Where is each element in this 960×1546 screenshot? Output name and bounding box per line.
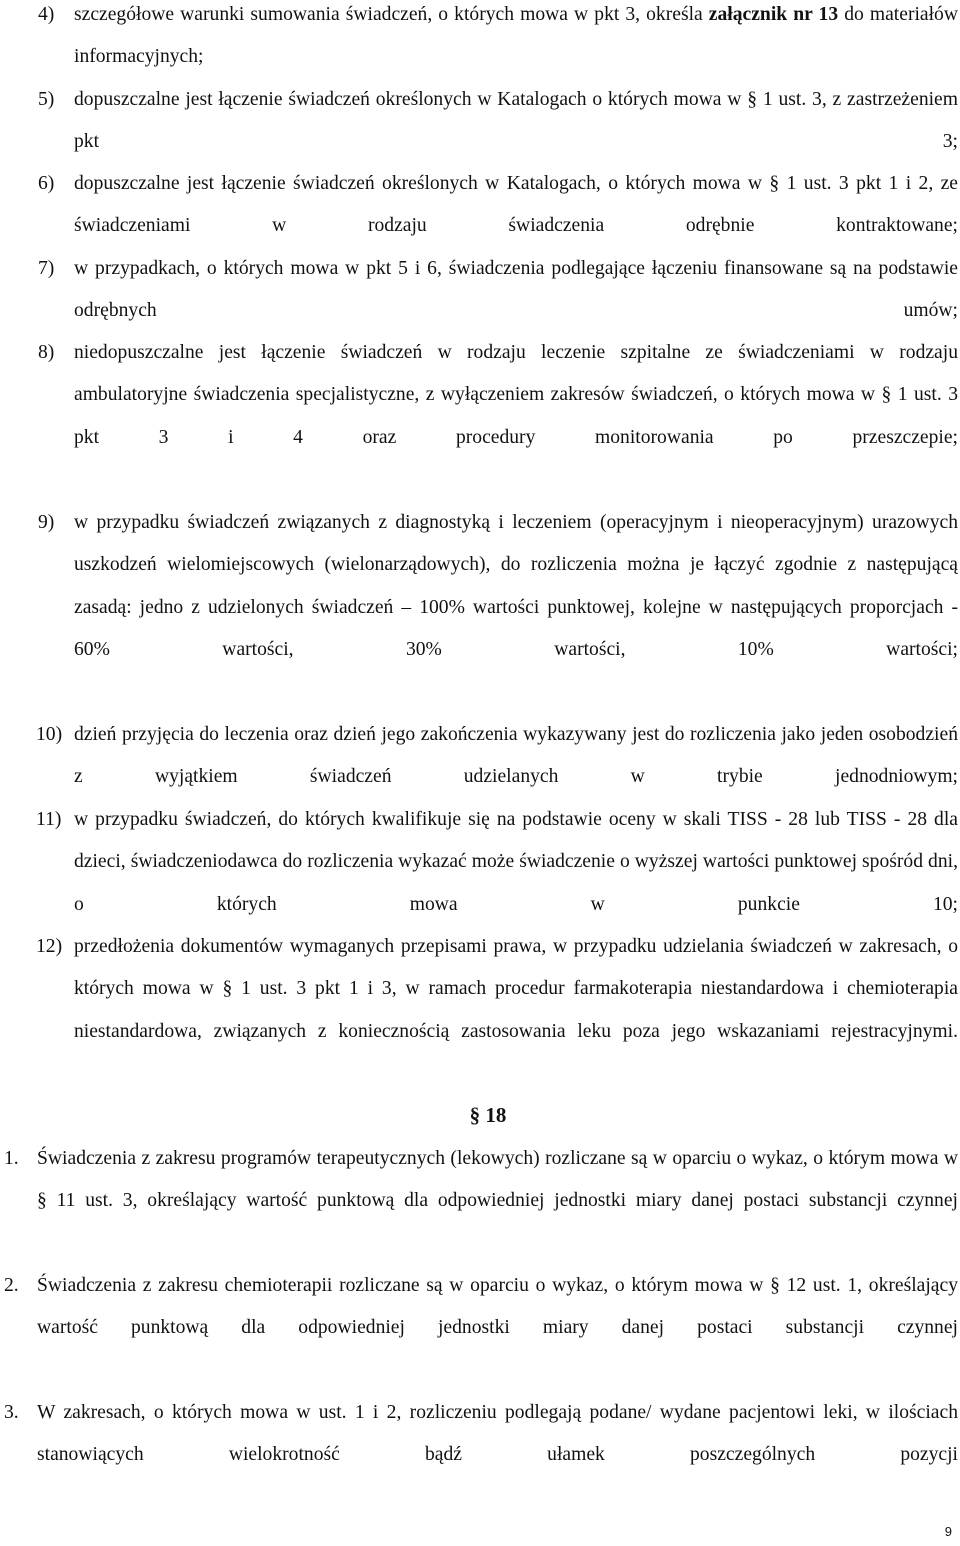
list-item-number: 6) (38, 173, 55, 194)
section-heading: § 18 (469, 1103, 507, 1127)
paragraph-text: Świadczenia z zakresu programów terapeutycznych (lekowych) rozliczane są w oparciu o wykaz, o którym mowa w § 11 ust. 3, określający wartość punktową dla odpowiedniej jednostki miary danej postaci substancji czynnej (37, 1148, 958, 1212)
list-item (38, 332, 958, 502)
paragraph-number: 1. (4, 1148, 19, 1169)
page-number: 9 (944, 1524, 952, 1539)
list-item-number: 11) (36, 809, 62, 830)
list-item-number: 7) (38, 258, 55, 279)
list-item-text: w przypadku świadczeń, do których kwalifikuje się na podstawie oceny w skali TISS - 28 lub TISS - 28 dla dzieci, świadczeniodawca do rozliczenia wykazać może świadczenie o wyższej wartości punktowej spośród dni, o których mowa w punkcie 10; (74, 809, 958, 915)
list-item-text: w przypadkach, o których mowa w pkt 5 i 6, świadczenia podlegające łączeniu finansowane są na podstawie odrębnych umów; (74, 258, 958, 322)
list-item-number: 8) (38, 342, 55, 363)
list-item-number: 5) (38, 89, 55, 110)
list-item-text: szczegółowe warunki sumowania świadczeń, o których mowa w pkt 3, określa załącznik nr 13 do materiałów informacyjnych; (74, 4, 959, 68)
list-item-text: w przypadku świadczeń związanych z diagnostyką i leczeniem (operacyjnym i nieoperacyjnym) urazowych uszkodzeń wielomiejscowych (wielonarządowych), do rozliczenia można je łączyć zgodnie z następującą zasadą: jedno z udzielonych świadczeń – 100% wartości punktowej, kolejne w następujących proporcjach - 60% wartości, 30% wartości, 10% wartości; (74, 512, 958, 661)
list-item (36, 926, 958, 1096)
paragraph-item (4, 1392, 958, 1477)
bold-reference: załącznik nr 13 (708, 4, 839, 25)
list-item-text: dzień przyjęcia do leczenia oraz dzień jego zakończenia wykazywany jest do rozliczenia jako jeden osobodzień z wyjątkiem świadczeń udzielanych w trybie jednodniowym; (74, 724, 958, 788)
list-item-text: dopuszczalne jest łączenie świadczeń określonych w Katalogach, o których mowa w § 1 ust. 3 pkt 1 i 2, ze świadczeniami w rodzaju świadczenia odrębnie kontraktowane; (74, 173, 958, 237)
list-item-number: 10) (36, 724, 63, 745)
list-item-number: 9) (38, 512, 55, 533)
paragraph-text: Świadczenia z zakresu chemioterapii rozliczane są w oparciu o wykaz, o którym mowa w § 12 ust. 1, określający wartość punktową dla odpowiedniej jednostki miary danej postaci substancji czynnej (37, 1275, 958, 1339)
list-item-text: dopuszczalne jest łączenie świadczeń określonych w Katalogach o których mowa w § 1 ust. 3, z zastrzeżeniem pkt 3; (74, 89, 958, 153)
list-item-number: 4) (38, 4, 55, 25)
paragraph-text: W zakresach, o których mowa w ust. 1 i 2, rozliczeniu podlegają podane/ wydane pacjentowi leki, w ilościach stanowiących wielokrotność bądź ułamek poszczególnych pozycji (37, 1402, 958, 1466)
list-item-number: 12) (36, 936, 63, 957)
list-item-text: niedopuszczalne jest łączenie świadczeń w rodzaju leczenie szpitalne ze świadczeniami w rodzaju ambulatoryjne świadczenia specjalistyczne, z wyłączeniem zakresów świadczeń, o których mowa w § 1 ust. 3 pkt 3 i 4 oraz procedury monitorowania po przeszczepie; (74, 342, 958, 448)
paragraph-number: 3. (4, 1402, 19, 1423)
list-item (38, 502, 958, 714)
paragraph-item (4, 1138, 958, 1265)
paragraph-item (4, 1265, 958, 1392)
list-item-text: przedłożenia dokumentów wymaganych przepisami prawa, w przypadku udzielania świadczeń w zakresach, o których mowa w § 1 ust. 3 pkt 1 i 3, w ramach procedur farmakoterapia niestandardowa i chemioterapia niestandardowa, związanych z koniecznością zastosowania leku poza jego wskazaniami rejestracyjnymi. (74, 936, 958, 1042)
paragraph-number: 2. (4, 1275, 19, 1296)
